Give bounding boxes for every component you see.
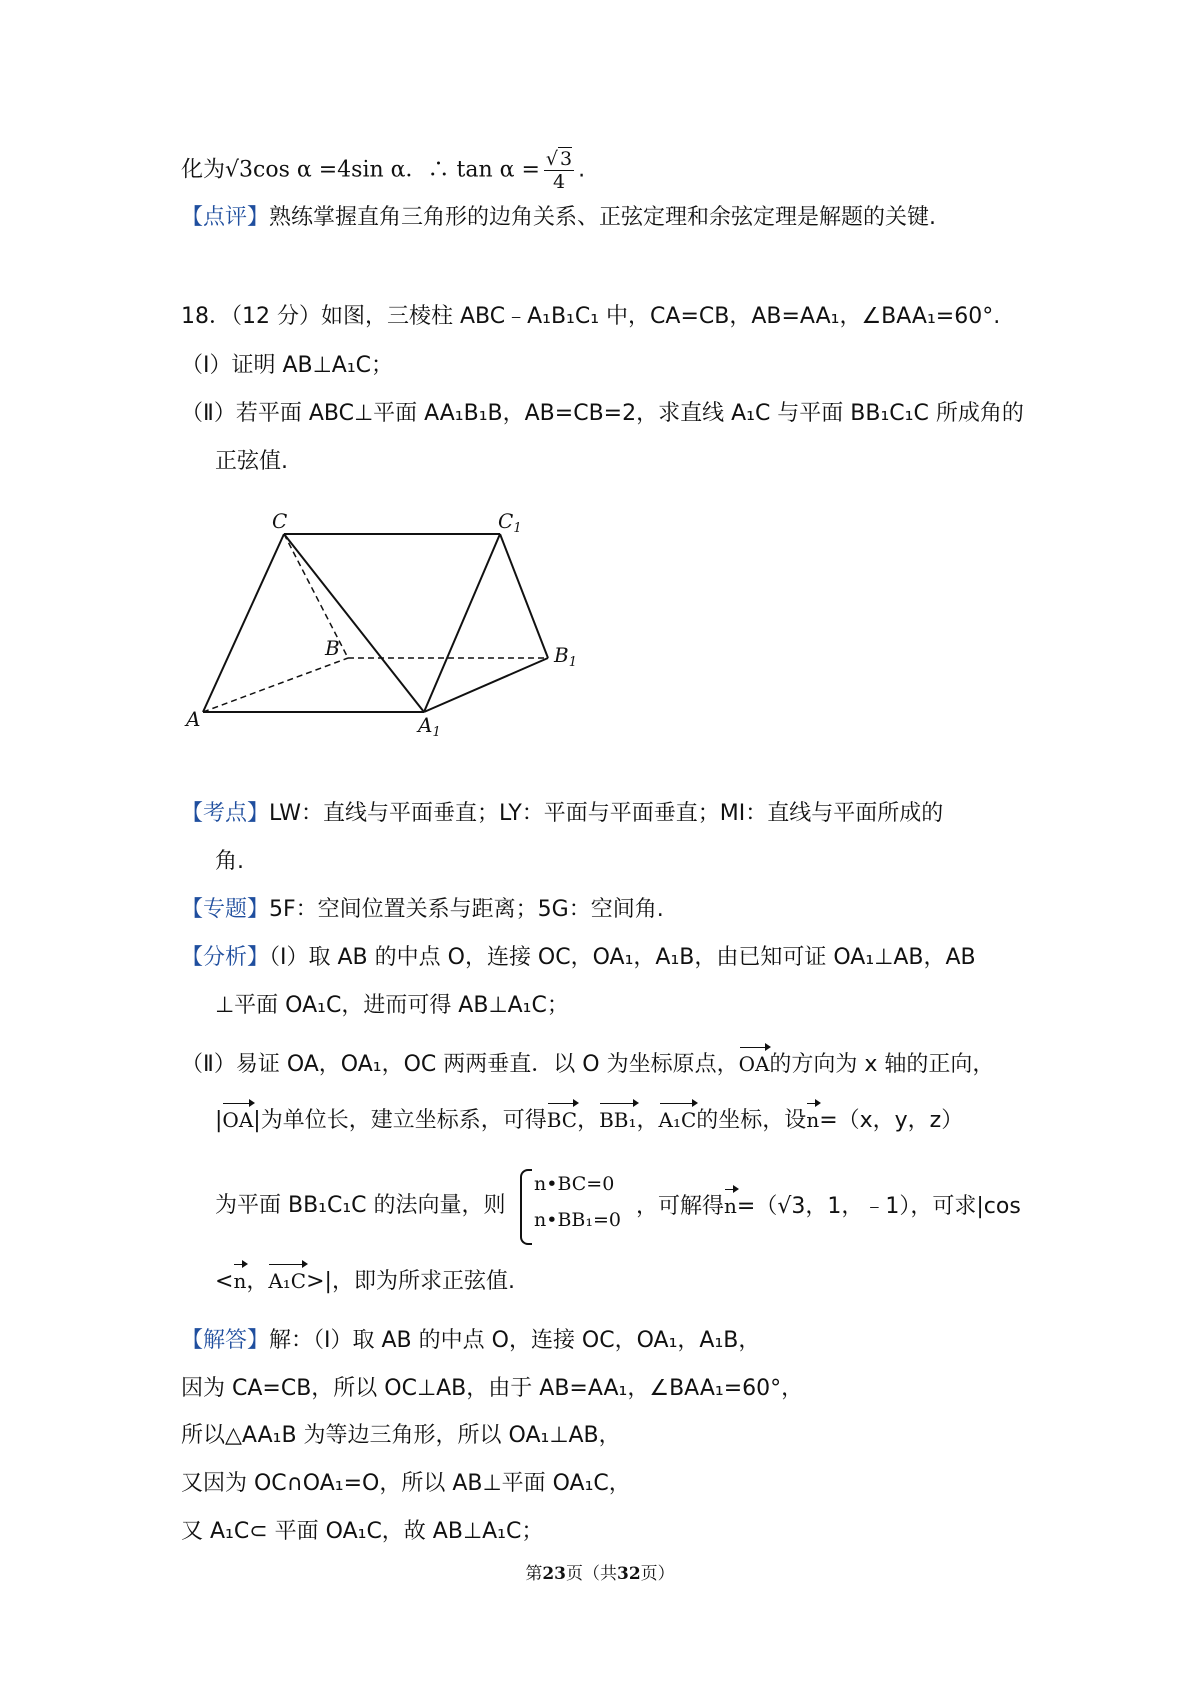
abs-bar: | [215, 1108, 223, 1133]
edge-C1-B1 [500, 534, 548, 658]
vector-n: n [806, 1105, 819, 1135]
edge-C-A1 [284, 534, 424, 712]
fraction: $\frac{√ 3}{4}$ [545, 148, 573, 193]
vector-n-3: n [233, 1266, 246, 1296]
vector-OA-abs: OA [222, 1105, 253, 1135]
fenxi-ii-text-d2: ，可解得 [636, 1194, 725, 1219]
formula-line [181, 148, 585, 193]
prism-figure [180, 500, 600, 740]
vector-BB1: BB₁ [599, 1105, 636, 1135]
separator: ， [246, 1269, 269, 1294]
equation-row-2: n•BB₁=0 [534, 1209, 621, 1231]
fenxi-ii-line-3b [636, 1191, 1021, 1222]
jieda-text: 解：（Ⅰ）取 AB 的中点 O，连接 OC，OA₁，A₁B， [269, 1328, 761, 1353]
edge-C-A [203, 534, 284, 712]
comment-tag: 【点评】 [181, 205, 270, 230]
jieda-text-4: 又因为 OC∩OA₁=O，所以 AB⊥平面 OA₁C， [181, 1471, 631, 1496]
angle-open: < [215, 1269, 234, 1294]
fenxi-line [181, 943, 976, 973]
zhuanti-line [181, 895, 664, 925]
label-B1: $B_1$ [554, 643, 577, 670]
jieda-line-4 [181, 1469, 631, 1499]
equation-system [520, 1169, 628, 1243]
fenxi-ii-text-b: 的方向为 x 轴的正向， [769, 1052, 995, 1077]
page-footer [0, 1559, 1200, 1584]
zhuanti-text: 5F：空间位置关系与距离；5G：空间角. [269, 897, 664, 922]
fenxi-ii-text-c3: =（x，y，z） [819, 1108, 964, 1133]
comment-line [181, 203, 936, 233]
separator: ， [577, 1108, 600, 1133]
label-B: B [325, 636, 340, 660]
fenxi-ii-text-a: （Ⅱ）易证 OA，OA₁，OC 两两垂直．以 O 为坐标原点， [181, 1052, 739, 1077]
kaodian-line [181, 799, 943, 829]
fenxi-ii-text-d1: 为平面 BB₁C₁C 的法向量，则 [215, 1193, 506, 1218]
question-part-ii-cont-text: 正弦值. [215, 449, 288, 474]
footer-suffix: 页） [640, 1564, 675, 1584]
abs-bar: | [253, 1108, 261, 1133]
fenxi-cont [215, 991, 569, 1021]
jieda-line-3 [181, 1421, 621, 1451]
fenxi-cont-text: ⊥平面 OA₁C，进而可得 AB⊥A₁C； [215, 993, 569, 1018]
vector-n-2: n [724, 1191, 737, 1221]
jieda-text-3: 所以△AA₁B 为等边三角形，所以 OA₁⊥AB， [181, 1423, 621, 1448]
fraction-numerator: 3 [560, 148, 573, 170]
kaodian-cont [215, 847, 244, 877]
jieda-text-5: 又 A₁C⊂ 平面 OA₁C，故 AB⊥A₁C； [181, 1519, 544, 1544]
question-18-part-i [181, 351, 393, 381]
separator: ， [636, 1108, 659, 1133]
jieda-text-2: 因为 CA=CB，所以 OC⊥AB，由于 AB=AA₁，∠BAA₁=60°， [181, 1376, 804, 1401]
page-number: 23 [542, 1564, 566, 1584]
fenxi-ii-text-c2: 的坐标，设 [696, 1108, 807, 1133]
fenxi-ii-text-d4: 3，1，﹣1），可求|cos [791, 1194, 1021, 1219]
footer-prefix: 第 [525, 1564, 543, 1584]
question-part-i-text: （Ⅰ）证明 AB⊥A₁C； [181, 353, 394, 378]
jieda-line-5 [181, 1517, 543, 1547]
fenxi-ii-text-d3: =（ [736, 1194, 778, 1219]
label-A: A [186, 707, 201, 731]
question-18-part-ii-cont [215, 447, 288, 477]
fenxi-ii-line-3 [215, 1191, 506, 1221]
formula-end: . [578, 157, 586, 183]
brace [520, 1169, 532, 1245]
label-C1: $C_1$ [498, 509, 522, 536]
label-A1: $A_1$ [418, 713, 441, 740]
kaodian-cont-text: 角. [215, 849, 244, 874]
question-18 [181, 302, 1000, 332]
footer-mid: 页（共 [566, 1564, 617, 1584]
vector-BC: BC [547, 1105, 577, 1135]
kaodian-tag: 【考点】 [181, 801, 270, 826]
question-18-part-ii [181, 399, 1024, 429]
fenxi-ii-line-2 [215, 1105, 963, 1136]
sqrt-symbol: √ [777, 1194, 792, 1219]
fenxi-ii-text-c1: 为单位长，建立坐标系，可得 [260, 1108, 547, 1133]
fenxi-ii-line [181, 1049, 994, 1080]
formula-expression: 3cos α =4sin α．∴ tan α = [239, 157, 540, 183]
jieda-line-2 [181, 1374, 803, 1404]
formula-prefix: 化为 [181, 157, 226, 183]
zhuanti-tag: 【专题】 [181, 897, 270, 922]
label-C: C [272, 509, 288, 533]
question-part-ii-text: （Ⅱ）若平面 ABC⊥平面 AA₁B₁B，AB=CB=2，求直线 A₁C 与平面 BB₁C₁C 所成角的 [181, 401, 1024, 426]
total-pages: 32 [617, 1564, 641, 1584]
edge-A1-C1 [424, 534, 500, 712]
question-text: 18．（12 分）如图，三棱柱 ABC﹣A₁B₁C₁ 中，CA=CB，AB=AA₁，∠BAA₁=60°. [181, 304, 1001, 329]
fenxi-tag: 【分析】 [181, 945, 270, 970]
jieda-tag: 【解答】 [181, 1328, 270, 1353]
comment-text: 熟练掌握直角三角形的边角关系、正弦定理和余弦定理是解题的关键. [269, 205, 937, 230]
sqrt-symbol: √ [225, 157, 240, 183]
equation-row-1: n•BC=0 [534, 1173, 615, 1195]
vector-A1C-2: A₁C [268, 1266, 306, 1296]
jieda-line [181, 1326, 760, 1356]
fenxi-ii-line-4 [215, 1266, 515, 1297]
vector-OA: OA [739, 1049, 770, 1079]
fraction-denominator: 4 [552, 171, 566, 193]
fenxi-ii-text-e3: >|，即为所求正弦值. [306, 1269, 515, 1294]
kaodian-text: LW：直线与平面垂直；LY：平面与平面垂直；MI：直线与平面所成的 [269, 801, 944, 826]
vector-A1C: A₁C [659, 1105, 697, 1135]
fenxi-text: （Ⅰ）取 AB 的中点 O，连接 OC，OA₁，A₁B，由已知可证 OA₁⊥AB，AB [269, 945, 976, 970]
